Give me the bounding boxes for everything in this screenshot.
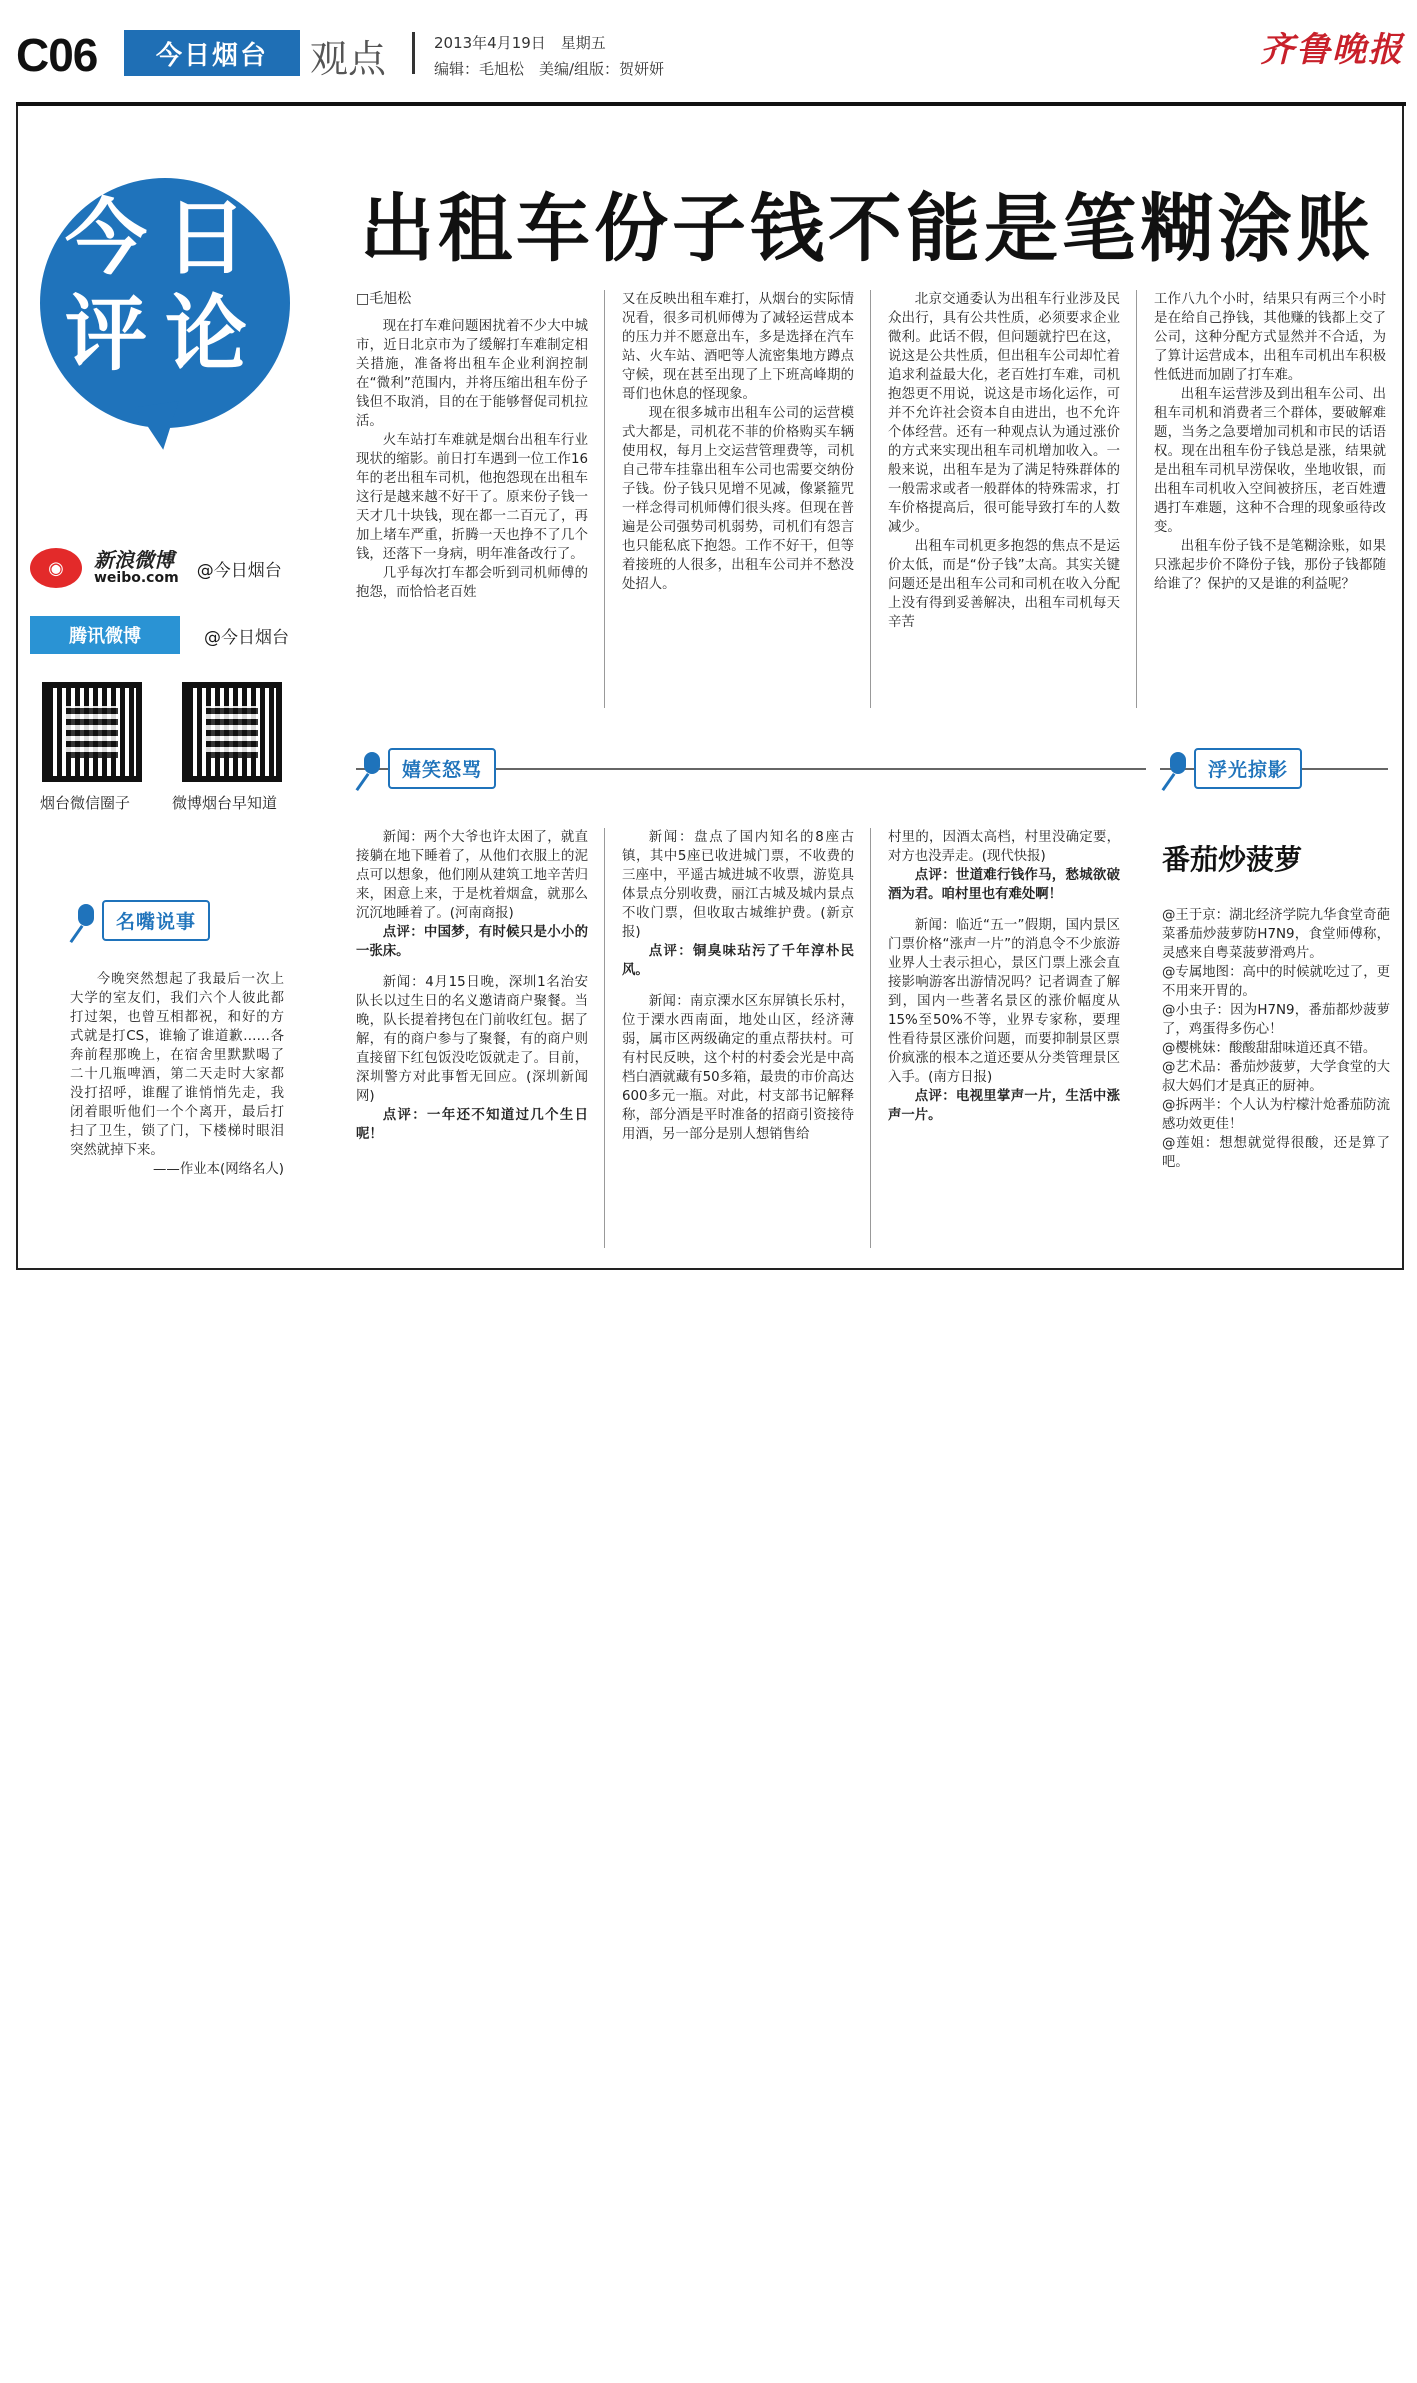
tag-label: 名嘴说事 [102, 900, 210, 941]
tag-fuguang [1166, 748, 1302, 789]
paragraph: 现在很多城市出租车公司的运营模式大都是，司机花不菲的价格购买车辆使用权，每月上交运营管理费等，司机自己带车挂靠出租车公司也需要交纳份子钱。份子钱只见增不见减，像紧箍咒一样念得司机师傅们很头疼。但现在普遍是公司强势司机弱势，司机们有怨言也只能私底下抱怨。工作不好干，但等着接班的人很多，出租车公司并不愁没处招人。 [622, 406, 854, 592]
comment: 点评：一年还不知道过几个生日呢！ [356, 1108, 588, 1142]
list-item: @樱桃妹：酸酸甜甜味道还真不错。 [1162, 1041, 1377, 1056]
paragraph: 北京交通委认为出租车行业涉及民众出行，具有公共性质，必须要求企业微利。此话不假，但问题就拧巴在这，说这是公共性质，但出租车公司却忙着追求利益最大化，老百姓打车难，司机抱怨更不用说，说这是市场化运作，可并不允许社会资本自由进出，也不允许个体经营。还有一种观点认为通过涨价的方式来实现出租车司机增加收入。一般来说，出租车是为了满足特殊群体的一般需求或者一般群体的特殊需求，打车价格提高后，很可能导致打车的人数减少。 [888, 292, 1120, 535]
list-item: @艺术品：番茄炒菠萝，大学食堂的大叔大妈们才是真正的厨神。 [1162, 1060, 1390, 1094]
weibo-domain: weibo.com [94, 570, 179, 586]
paragraph: 工作八九个小时，结果只有两三个小时是在给自己挣钱，其他赚的钱都上交了公司，这种分配方式显然并不合适，为了算计运营成本，出租车司机出车积极性低进而加剧了打车难。 [1154, 292, 1386, 383]
paragraph: 新闻：两个大爷也许太困了，就直接躺在地下睡着了，从他们衣服上的泥点可以想象，他们刚从建筑工地辛苦归来，困意上来，于是枕着烟盒，就那么沉沉地睡着了。(河南商报) [356, 830, 588, 921]
newspaper-logo: 齐鲁晚报 [1260, 30, 1404, 70]
editor-credits: 编辑：毛旭松 美编/组版：贺妍妍 [434, 60, 665, 78]
mingzui-column [70, 970, 284, 1179]
microphone-icon [74, 904, 96, 938]
paragraph: 出租车司机更多抱怨的焦点不是运价太低，而是“份子钱”太高。其实关键问题还是出租车公司和司机在收入分配上没有得到妥善解决，出租车司机每天辛苦 [888, 539, 1120, 630]
qr2-label: 微博烟台早知道 [172, 794, 278, 812]
header-divider [412, 32, 415, 74]
paragraph: 现在打车难问题困扰着不少大中城市，近日北京市为了缓解打车难制定相关措施，准备将出租车企业利润控制在“微利”范围内，并将压缩出租车份子钱但不取消，目的在于能够督促司机拉活。 [356, 319, 588, 429]
page-number: C06 [16, 29, 98, 81]
tencent-handle[interactable]: @今日烟台 [204, 627, 289, 648]
headline: 出租车份子钱不能是笔糊涂账 [360, 186, 1374, 272]
tag-label: 浮光掠影 [1194, 748, 1302, 789]
qr1-label: 烟台微信圈子 [40, 794, 131, 812]
paragraph: 新闻：盘点了国内知名的8座古镇，其中5座已收进城门票，不收费的三座中，平遥古城进城不收票，游览具体景点分别收费，丽江古城及城内景点不收门票，但收取古城维护费。(新京报) [622, 830, 854, 940]
comment: 点评：世道难行钱作马，愁城欲破酒为君。咱村里也有难处啊！ [888, 868, 1120, 902]
fuguang-list [1162, 906, 1390, 1172]
article-col-1 [356, 290, 588, 602]
list-item: @小虫子：因为H7N9，番茄都炒菠萝了，鸡蛋得多伤心！ [1162, 1003, 1390, 1037]
tencent-weibo-logo-icon: 腾讯微博 [30, 616, 180, 654]
article-col-2 [622, 290, 854, 594]
qr-code-icon[interactable] [42, 682, 142, 782]
fuguang-title: 番茄炒菠萝 [1162, 843, 1303, 876]
byline: □毛旭松 [356, 291, 412, 307]
weibo-handle[interactable]: @今日烟台 [196, 560, 282, 581]
paragraph: 新闻：南京溧水区东屏镇长乐村，位于溧水西南面，地处山区，经济薄弱，属市区两级确定的重点帮扶村。可有村民反映，这个村的村委会光是中高档白酒就藏有50多箱，最贵的市价高达600多元一瓶。对此，村支部书记解释称，部分酒是平时准备的招商引资接待用酒，另一部分是别人想销售给 [622, 994, 854, 1142]
comment: 点评：电视里掌声一片，生活中涨声一片。 [888, 1089, 1120, 1123]
comment: 点评：铜臭味玷污了千年淳朴民风。 [622, 944, 854, 978]
column-divider [1136, 290, 1137, 708]
weibo-logo-icon: ◉ [30, 548, 82, 588]
xiaoxiao-col-1 [356, 828, 588, 1144]
paragraph: 出租车份子钱不是笔糊涂账，如果只涨起步价不降份子钱，那份子钱都随给谁了？保护的又是谁的利益呢？ [1154, 539, 1386, 592]
tencent-row [30, 616, 289, 654]
tag-mingzui [74, 900, 210, 941]
weibo-name: 新浪微博 [94, 548, 174, 572]
qr-code-icon[interactable] [182, 682, 282, 782]
microphone-icon [1166, 752, 1188, 786]
paragraph: 几乎每次打车都会听到司机师傅的抱怨，而恰恰老百姓 [356, 566, 588, 600]
column-divider [870, 290, 871, 708]
list-item: @专属地图：高中的时候就吃过了，更不用来开胃的。 [1162, 965, 1390, 999]
column-divider [604, 290, 605, 708]
signature: ——作业本(网络名人) [153, 1162, 284, 1177]
tag-xiaoxiao [360, 748, 496, 789]
issue-date: 2013年4月19日 星期五 [434, 34, 606, 52]
paragraph: 出租车运营涉及到出租车公司、出租车司机和消费者三个群体，要破解难题，当务之急要增加司机和市民的话语权。现在出租车份子钱总是涨，结果就是出租车司机早涝保收，坐地收银，而出租车司机收入空间被挤压，老百姓遭遇打车难题，这种不合理的现象亟待改变。 [1154, 387, 1386, 535]
column-divider [604, 828, 605, 1248]
comment: 点评：中国梦，有时候只是小小的一张床。 [356, 925, 588, 959]
badge-text [60, 190, 270, 382]
paragraph: 新闻：临近“五一”假期，国内景区门票价格“涨声一片”的消息令不少旅游业界人士表示担心，景区门票上涨会直接影响游客出游情况吗？记者调查了解到，国内一些著名景区的涨价幅度从15%至50%不等，业界专家称，要理性看待景区涨价问题，而要抑制景区票价疯涨的根本之道还要从分类管理景区入手。(南方日报) [888, 918, 1120, 1085]
section-label: 今日烟台 [124, 30, 300, 76]
paragraph: 又在反映出租车难打，从烟台的实际情况看，很多司机师傅为了减轻运营成本的压力并不愿意出车，多是选择在汽车站、火车站、酒吧等人流密集地方蹲点守候，现在甚至出现了上下班高峰期的哥们也休息的怪现象。 [622, 292, 854, 402]
badge-line1: 今日 [64, 190, 265, 286]
column-divider [870, 828, 871, 1248]
xiaoxiao-col-3 [888, 828, 1120, 1125]
badge-line2: 评论 [64, 286, 265, 382]
article-col-4 [1154, 290, 1386, 594]
weibo-row [30, 548, 282, 588]
microphone-icon [360, 752, 382, 786]
paragraph: 火车站打车难就是烟台出租车行业现状的缩影。前日打车遇到一位工作16年的老出租车司机，他抱怨现在出租车这行是越来越不好干了。原来份子钱一天才几十块钱，现在都一二百元了，再加上堵车严重，折腾一天也挣不了几个钱，还落下一身病，明年准备改行了。 [356, 433, 588, 562]
article-col-3 [888, 290, 1120, 632]
list-item: @拆两半：个人认为柠檬汁炝番茄防流感功效更佳！ [1162, 1098, 1390, 1132]
column-title: 观点 [310, 37, 387, 81]
paragraph: 今晚突然想起了我最后一次上大学的室友们，我们六个人彼此都打过架，也曾互相都祝，和好的方式就是打CS，谁输了谁道歉……各奔前程那晚上，在宿舍里默默喝了二十几瓶啤酒，第二天走时大家都没打招呼，谁醒了谁悄悄先走，我闭着眼听他们一个个离开，最后打扫了卫生，锁了门，下楼梯时眼泪突然就掉下来。 [70, 972, 284, 1158]
paragraph: 新闻：4月15日晚，深圳1名治安队长以过生日的名义邀请商户聚餐。当晚，队长提着拷包在门前收红包。据了解，有的商户参与了聚餐，有的商户则直接留下红包饭没吃饭就走了。目前，深圳警方对此事暂无回应。(深圳新闻网) [356, 975, 588, 1104]
list-item: @王于京：湖北经济学院九华食堂奇葩菜番茄炒菠萝防H7N9，食堂师傅称，灵感来自粤菜菠萝滑鸡片。 [1162, 908, 1390, 961]
tag-label: 嬉笑怒骂 [388, 748, 496, 789]
badge-tail [135, 401, 185, 453]
paragraph: 村里的，因酒太高档，村里没确定要，对方也没弄走。(现代快报) [888, 830, 1120, 864]
xiaoxiao-col-2 [622, 828, 854, 1144]
list-item: @莲姐：想想就觉得很酸，还是算了吧。 [1162, 1136, 1390, 1170]
